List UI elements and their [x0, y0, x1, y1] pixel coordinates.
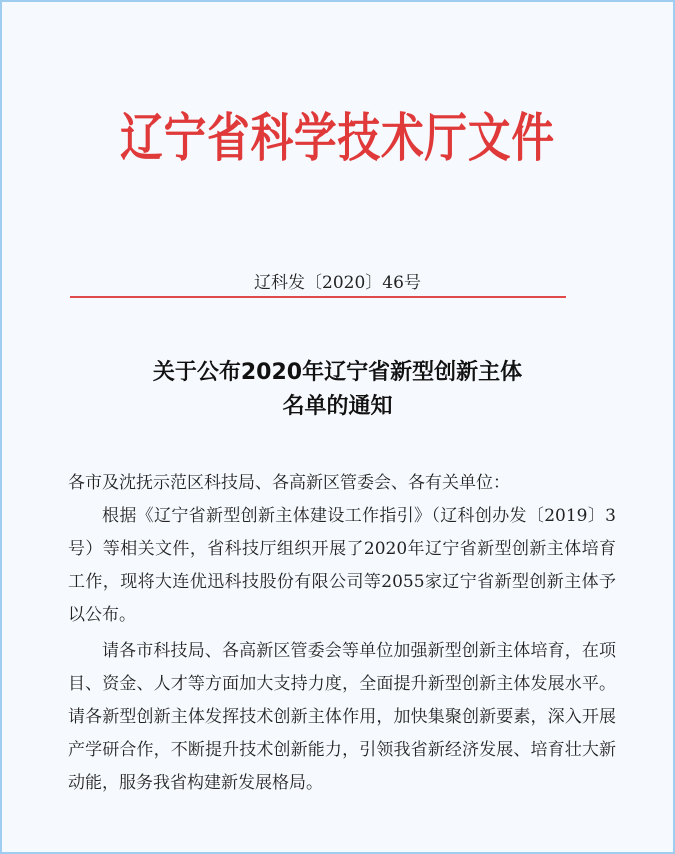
notice-title-line-1: 关于公布2020年辽宁省新型创新主体: [152, 360, 523, 385]
body-paragraph-1: 根据《辽宁省新型创新主体建设工作指引》（辽科创办发〔2019〕3号）等相关文件，省科技厅组织开展了2020年辽宁省新型创新主体培育工作，现将大连优迅科技股份有限公司等2055家辽宁省新型创新主体予以公布。: [68, 506, 616, 625]
document-body: [68, 500, 616, 803]
document-number: 辽科发〔2020〕46号: [254, 273, 421, 293]
notice-title: [0, 356, 675, 424]
body-paragraph-2: 请各市科技局、各高新区管委会等单位加强新型创新主体培育，在项目、资金、人才等方面加大支持力度，全面提升新型创新主体发展水平。请各新型创新主体发挥技术创新主体作用，加快集聚创新要素，深入开展产学研合作，不断提升技术创新能力，引领我省新经济发展、培育壮大新动能，服务我省构建新发展格局。: [68, 641, 616, 793]
document-header-title: 辽宁省科学技术厅文件: [120, 109, 555, 169]
salutation: 各市及沈抚示范区科技局、各高新区管委会、各有关单位：: [68, 473, 510, 493]
notice-title-line-2: 名单的通知: [282, 394, 393, 419]
red-divider-line: [70, 296, 566, 298]
